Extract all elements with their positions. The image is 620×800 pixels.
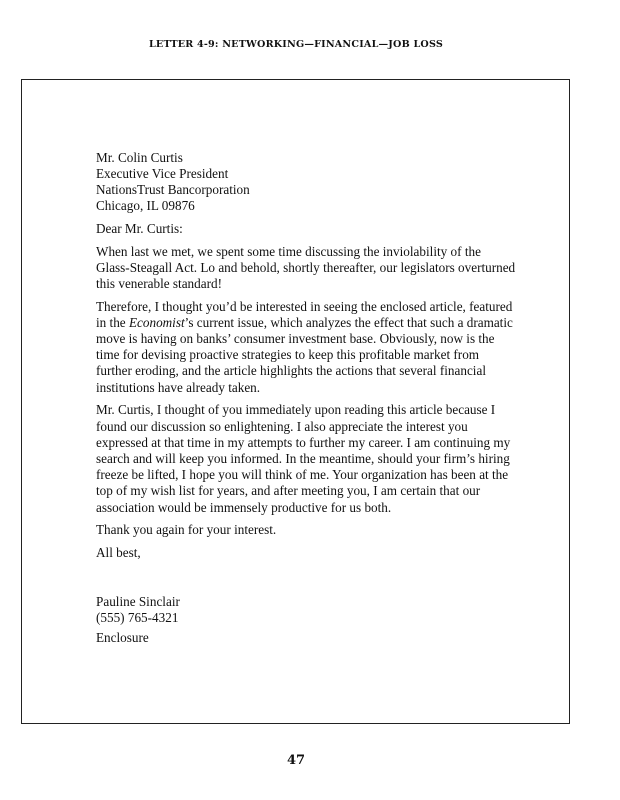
publication-name: Economist xyxy=(128,314,185,330)
salutation: Dear Mr. Curtis: xyxy=(96,220,183,236)
letter-body xyxy=(96,143,516,653)
sender-phone: (555) 765-4321 xyxy=(96,609,179,625)
enclosure-note: Enclosure xyxy=(96,630,149,646)
recipient-city: Chicago, IL 09876 xyxy=(96,198,195,214)
paragraph-3: Mr. Curtis, I thought of you immediately upon reading this article because I found our discussion so enlightening. I also appreciate the interest you expressed at that time in my attempts to further my career. I am continuing my search and will keep you informed. In the meantime, should your firm’s hiring freeze be lifted, I hope you will think of me. Your organization has been at the top of my wish list for years, and after meeting you, I am certain that our association would be immensely productive for us both. xyxy=(96,402,511,515)
recipient-title: Executive Vice President xyxy=(96,165,229,181)
signature-space xyxy=(96,568,516,594)
sender-name: Pauline Sinclair xyxy=(96,593,180,609)
closing: All best, xyxy=(96,544,141,560)
paragraph-4: Thank you again for your interest. xyxy=(96,522,277,538)
paragraph-2-end: ’s current issue, which analyzes the effect that such a dramatic move is having on banks’ consumer investment base. Obviously, now is the time for devising proactive strategies to keep this profitable market from further eroding, and the article highlights the actions that several financial institutions have already taken. xyxy=(96,314,513,395)
sender-block xyxy=(96,594,516,626)
paragraph-1: When last we met, we spent some time discussing the inviolability of the Glass-Steagall Act. Lo and behold, shortly thereafter, our legislators overturned this venerable standard! xyxy=(96,243,516,291)
recipient-company: NationsTrust Bancorporation xyxy=(96,181,250,197)
page-number: 47 xyxy=(286,753,306,768)
paragraph-2-start: Therefore, I thought you’d be interested in seeing the enclosed article, featured in the xyxy=(96,298,513,330)
page-header: LETTER 4-9: NETWORKING—FINANCIAL—JOB LOSS xyxy=(148,39,444,50)
paragraph-2 xyxy=(96,299,516,396)
recipient-name: Mr. Colin Curtis xyxy=(96,149,183,165)
